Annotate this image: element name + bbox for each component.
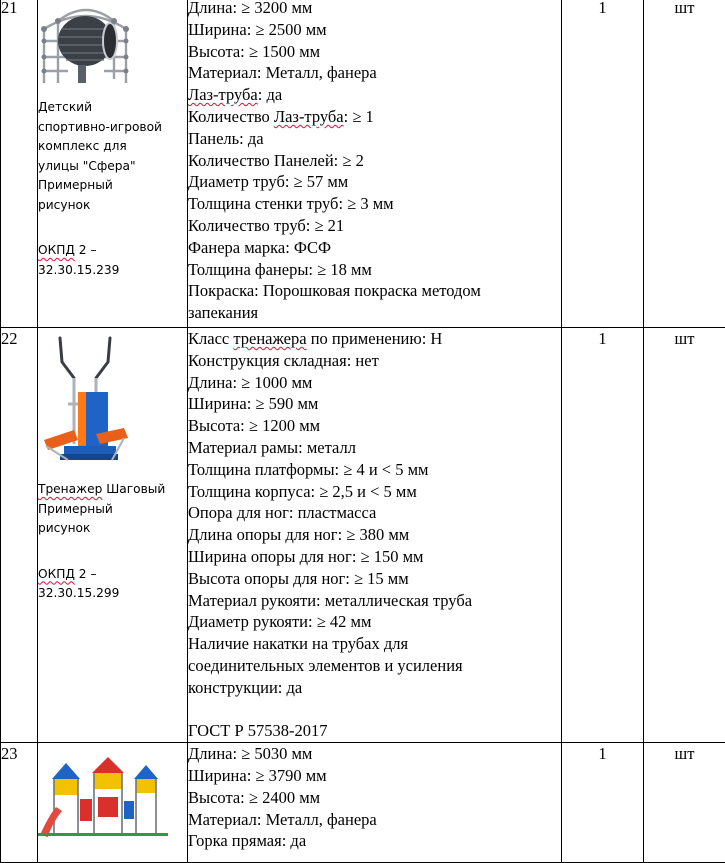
spec-line: Конструкция складная: нет xyxy=(188,350,561,372)
okpd-code: 32.30.15.239 xyxy=(38,261,187,281)
spec-line: Диаметр рукояти: ≥ 42 мм xyxy=(188,611,561,633)
product-cell xyxy=(38,743,188,863)
spec-line: Материал: Металл, фанера xyxy=(188,809,561,831)
spec-line: конструкции: да xyxy=(188,677,561,699)
spec-line: Лаз-труба: да xyxy=(188,84,561,106)
spec-line: Материал рукояти: металлическая труба xyxy=(188,590,561,612)
spec-line: Толщина корпуса: ≥ 2,5 и < 5 мм xyxy=(188,481,561,503)
spec-line: Покраска: Порошковая покраска методом xyxy=(188,280,561,302)
stepper-trainer-icon xyxy=(38,334,132,474)
product-name-line: рисунок xyxy=(38,196,187,216)
okpd-label: ОКПД 2 – xyxy=(38,565,187,585)
spec-line: Ширина: ≥ 2500 мм xyxy=(188,19,561,41)
spec-line: Ширина: ≥ 3790 мм xyxy=(188,765,561,787)
product-name-line: спортивно-игровой xyxy=(38,118,187,138)
spec-line: Высота: ≥ 1500 мм xyxy=(188,41,561,63)
spec-line: Наличие накатки на трубах для xyxy=(188,633,561,655)
spec-line: ГОСТ Р 57538-2017 xyxy=(188,720,561,742)
spec-line: Высота: ≥ 2400 мм xyxy=(188,787,561,809)
spec-line: Длина опоры для ног: ≥ 380 мм xyxy=(188,524,561,546)
product-name-line: Примерный xyxy=(38,500,187,520)
product-name-line: Тренажер Шаговый xyxy=(38,480,187,500)
product-cell xyxy=(38,0,188,328)
okpd-code: 32.30.15.299 xyxy=(38,584,187,604)
product-name-line: комплекс для xyxy=(38,137,187,157)
spec-line: Толщина платформы: ≥ 4 и < 5 мм xyxy=(188,459,561,481)
spec-cell xyxy=(188,743,562,863)
table-row xyxy=(1,0,725,328)
spec-line: запекания xyxy=(188,302,561,324)
row-number: 22 xyxy=(1,328,38,743)
spec-line: Горка прямая: да xyxy=(188,830,561,852)
spec-line: Высота: ≥ 1200 мм xyxy=(188,415,561,437)
spec-line: Ширина: ≥ 590 мм xyxy=(188,393,561,415)
playground-tower-slide-icon xyxy=(38,757,168,837)
okpd-label: ОКПД 2 – xyxy=(38,241,187,261)
quantity: 1 xyxy=(562,328,644,743)
unit: шт xyxy=(644,0,725,328)
spec-line: Длина: ≥ 1000 мм xyxy=(188,372,561,394)
product-name-line: Примерный xyxy=(38,176,187,196)
sphere-playground-icon xyxy=(38,0,132,87)
spec-line: Фанера марка: ФСФ xyxy=(188,237,561,259)
spec-line: Количество труб: ≥ 21 xyxy=(188,215,561,237)
spec-line: Материал рамы: металл xyxy=(188,437,561,459)
spec-line: Количество Панелей: ≥ 2 xyxy=(188,150,561,172)
spec-line: Класс тренажера по применению: Н xyxy=(188,328,561,350)
row-number: 23 xyxy=(1,743,38,863)
table-row xyxy=(1,743,725,863)
product-cell xyxy=(38,328,188,743)
spec-cell xyxy=(188,0,562,328)
spec-line: Материал: Металл, фанера xyxy=(188,62,561,84)
blank-line xyxy=(188,699,561,721)
unit: шт xyxy=(644,743,725,863)
quantity: 1 xyxy=(562,0,644,328)
spec-line: Диаметр труб: ≥ 57 мм xyxy=(188,171,561,193)
quantity: 1 xyxy=(562,743,644,863)
spec-line: Длина: ≥ 5030 мм xyxy=(188,743,561,765)
spec-line: Панель: да xyxy=(188,128,561,150)
spec-line: Опора для ног: пластмасса xyxy=(188,502,561,524)
spec-line: Толщина стенки труб: ≥ 3 мм xyxy=(188,193,561,215)
spec-line: Ширина опоры для ног: ≥ 150 мм xyxy=(188,546,561,568)
unit: шт xyxy=(644,328,725,743)
product-name-line: рисунок xyxy=(38,519,187,539)
table-row xyxy=(1,328,725,743)
product-name-line: Детский xyxy=(38,98,187,118)
product-name-line: улицы "Сфера" xyxy=(38,157,187,177)
spec-line: соединительных элементов и усиления xyxy=(188,655,561,677)
spec-line: Длина: ≥ 3200 мм xyxy=(188,0,561,19)
spec-line: Толщина фанеры: ≥ 18 мм xyxy=(188,259,561,281)
spec-cell xyxy=(188,328,562,743)
spec-line: Высота опоры для ног: ≥ 15 мм xyxy=(188,568,561,590)
spec-line: Количество Лаз-труба: ≥ 1 xyxy=(188,106,561,128)
row-number: 21 xyxy=(1,0,38,328)
